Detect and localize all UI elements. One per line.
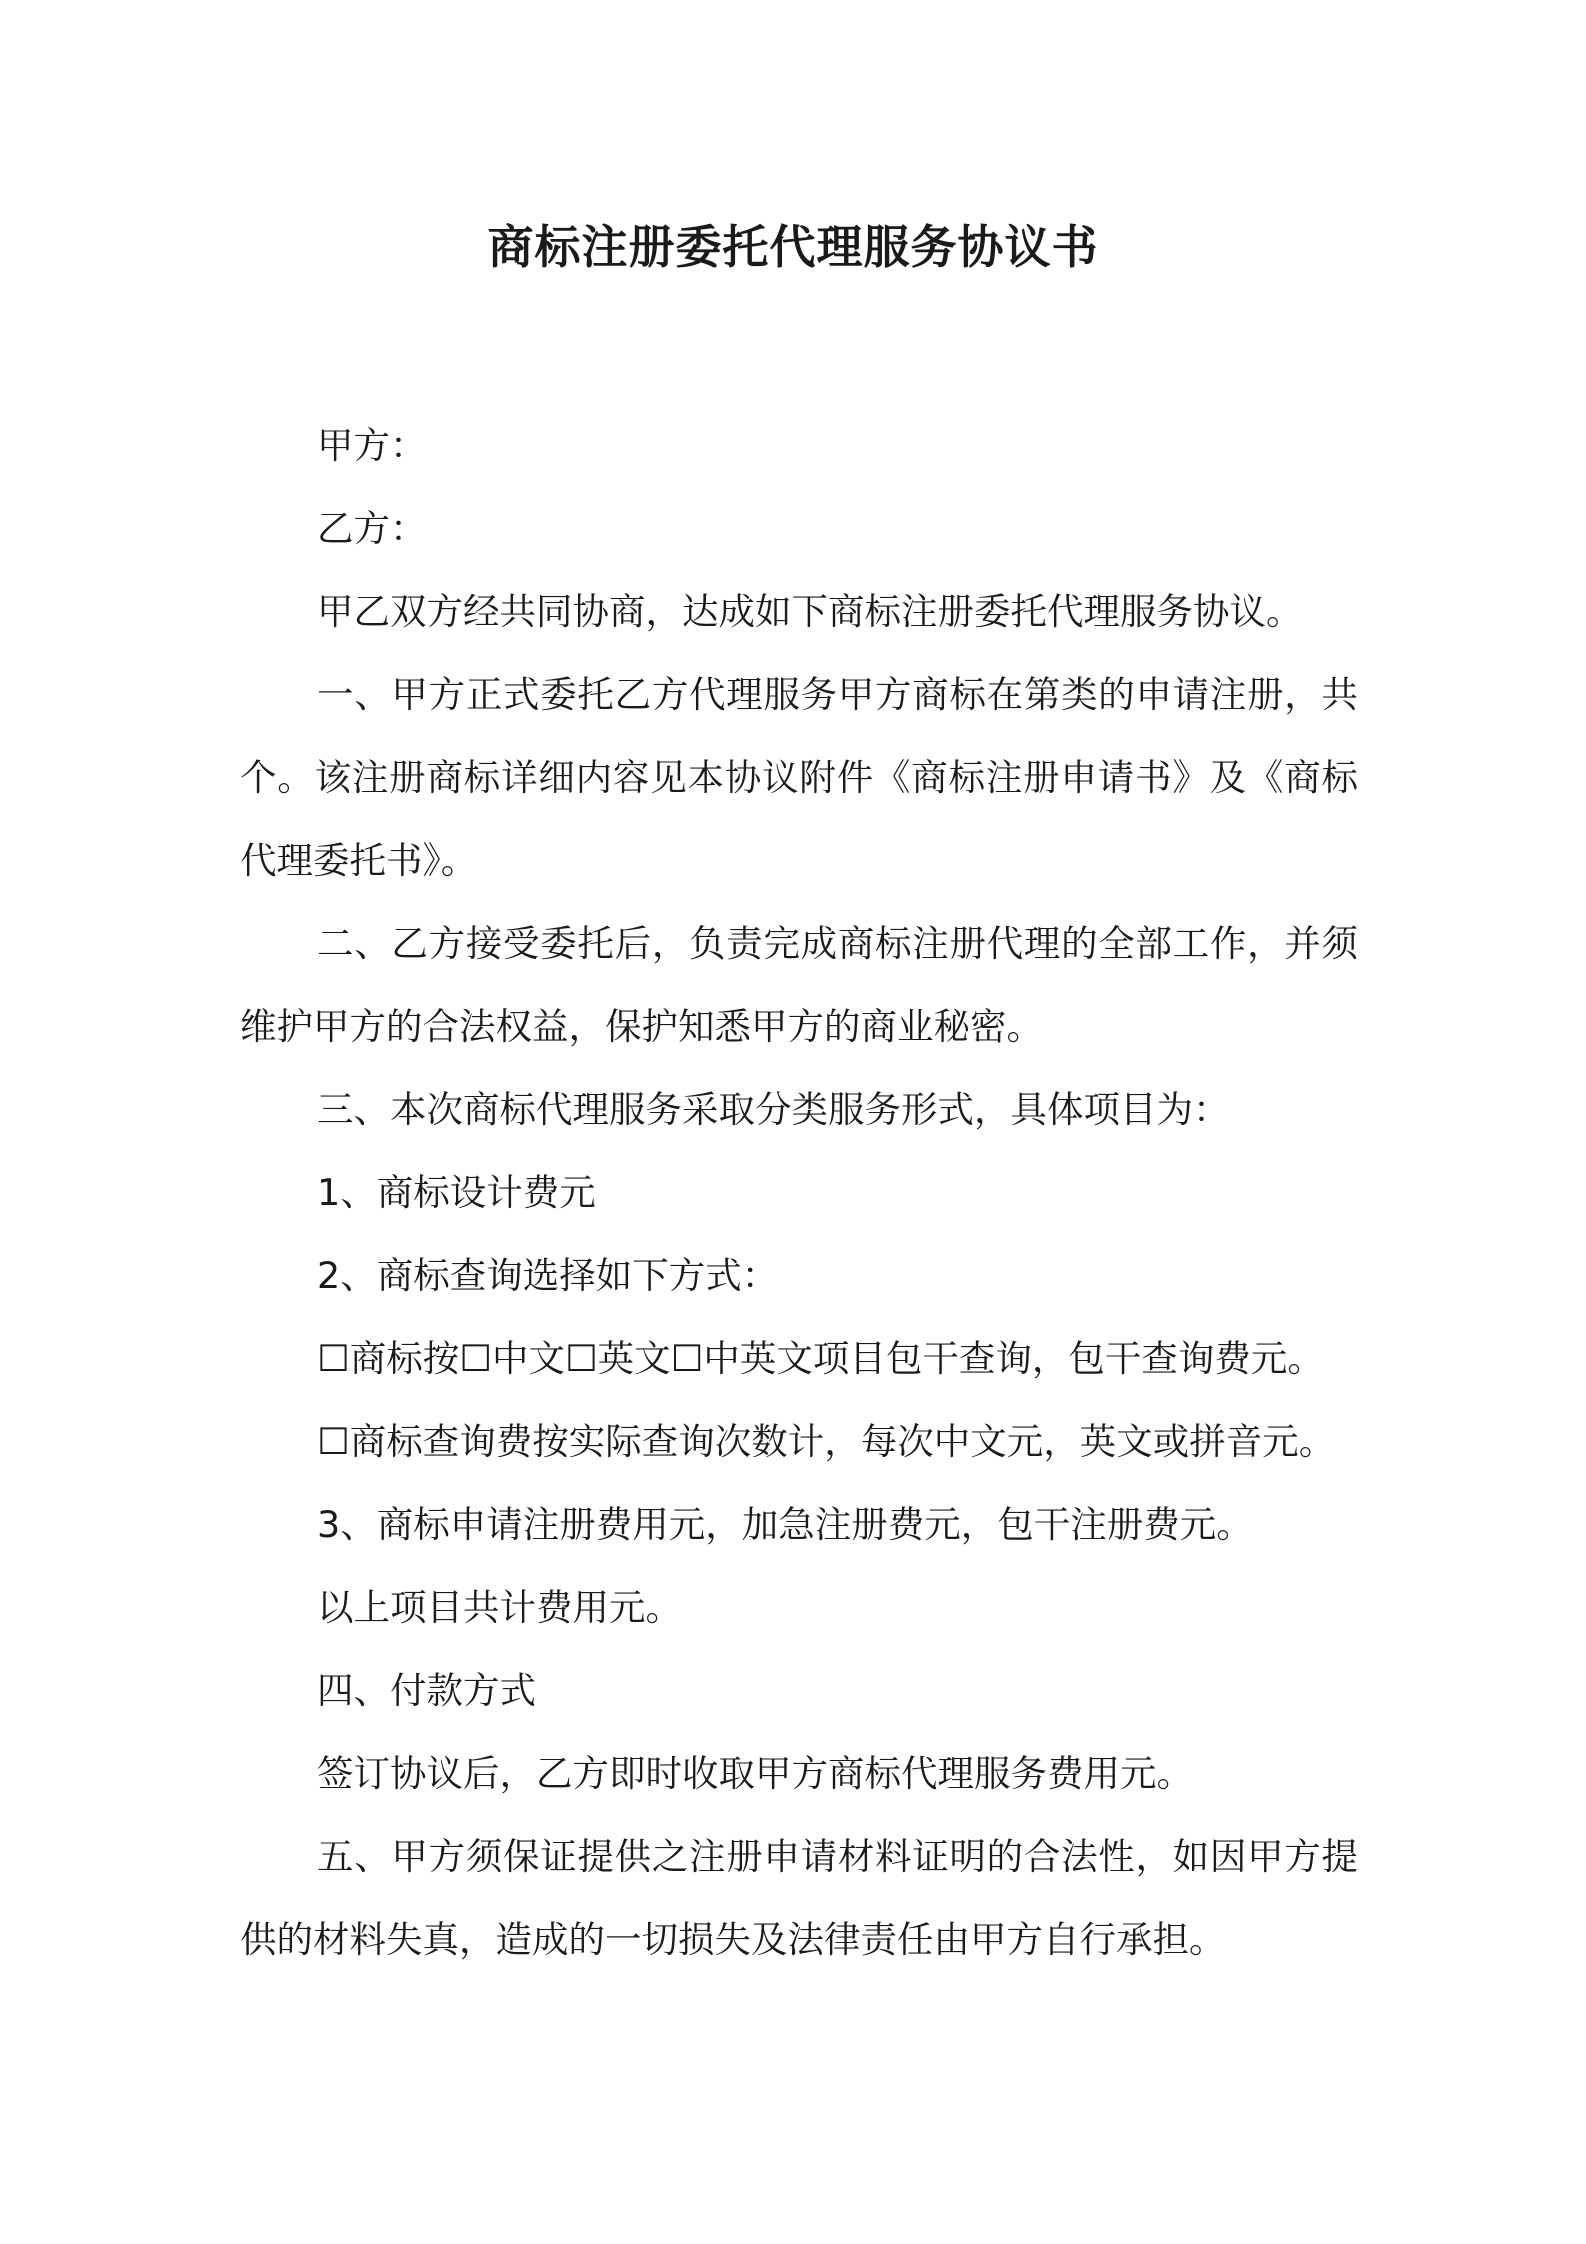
search-option-per-query: ☐商标查询费按实际查询次数计，每次中文元，英文或拼音元。 <box>317 1420 1336 1463</box>
clause-5-paragraph: 五、甲方须保证提供之注册申请材料证明的合法性，如因甲方提供的材料失真，造成的一切损失及法律责任由甲方自行承担。 <box>240 1835 1358 1961</box>
clause-4-heading: 四、付款方式 <box>317 1669 536 1712</box>
intro-paragraph: 甲乙双方经共同协商，达成如下商标注册委托代理服务协议。 <box>317 590 1303 633</box>
document-body <box>240 404 1358 1981</box>
clause-3-paragraph: 三、本次商标代理服务采取分类服务形式，具体项目为： <box>317 1088 1230 1131</box>
item-search-method: 2、商标查询选择如下方式： <box>317 1254 779 1297</box>
item-design-fee: 1、商标设计费元 <box>317 1171 596 1214</box>
clause-2-paragraph: 二、乙方接受委托后，负责完成商标注册代理的全部工作，并须维护甲方的合法权益，保护知悉甲方的商业秘密。 <box>240 922 1358 1048</box>
document-title: 商标注册委托代理服务协议书 <box>487 220 1099 274</box>
party-a-line: 甲方： <box>317 424 427 467</box>
total-fee-line: 以上项目共计费用元。 <box>317 1586 682 1629</box>
search-option-package: ☐商标按☐中文☐英文☐中英文项目包干查询，包干查询费元。 <box>317 1337 1324 1380</box>
clause-1-paragraph: 一、甲方正式委托乙方代理服务甲方商标在第类的申请注册，共个。该注册商标详细内容见本协议附件《商标注册申请书》及《商标代理委托书》。 <box>240 673 1358 882</box>
payment-paragraph: 签订协议后，乙方即时收取甲方商标代理服务费用元。 <box>317 1752 1193 1795</box>
item-registration-fee: 3、商标申请注册费用元，加急注册费元，包干注册费元。 <box>317 1503 1253 1546</box>
party-b-line: 乙方： <box>317 507 427 550</box>
